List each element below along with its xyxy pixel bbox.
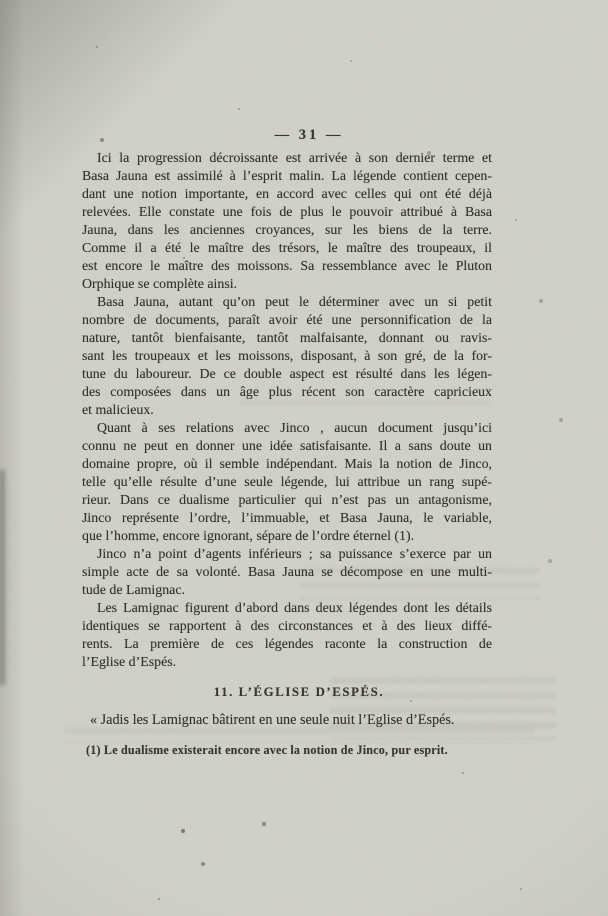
text-line: Jinco n’a point d’agents inférieurs ; sa puissance s’exerce par un xyxy=(97,547,492,562)
text-line: dant une notion importante, en accord avec celles qui ont été déjà xyxy=(82,187,492,202)
footnote: (1) Le dualisme existerait encore avec la notion de Jinco, pur esprit. xyxy=(86,743,448,757)
text-line: et malicieux. xyxy=(82,403,154,418)
paragraph xyxy=(82,600,492,672)
text-line: telle qu’elle résulte d’une seule légende, lui attribue un rang supé- xyxy=(82,475,492,490)
scan-edge-shadow xyxy=(0,470,7,685)
text-line: des composées dans un âge plus récent son caractère capricieux xyxy=(82,385,492,400)
text-line: Quant à ses relations avec Jinco , aucun document jusqu’ici xyxy=(97,421,492,436)
paper-specks xyxy=(0,0,2,2)
text-line: est encore le maître des moissons. Sa ressemblance avec le Pluton xyxy=(82,259,492,274)
quote-line: « Jadis les Lamignac bâtirent en une seule nuit l’Eglise d’Espés. xyxy=(90,712,455,728)
text-line: domaine propre, où il semble indépendant. Mais la notion de Jinco, xyxy=(82,457,492,472)
text-line: Ici la progression décroissante est arrivée à son dernier terme et xyxy=(97,151,492,166)
section-heading: 11. L’ÉGLISE D’ESPÉS. xyxy=(213,685,385,699)
paragraph xyxy=(82,294,492,420)
text-line: Jauna, dans les anciennes croyances, sur les biens de la terre. xyxy=(82,223,492,238)
text-line: connu ne peut en donner une idée satisfaisante. Il a sans doute un xyxy=(82,439,492,454)
text-line: Basa Jauna est assimilé à l’esprit malin. La légende contient cepen- xyxy=(82,169,492,184)
text-line: sant les troupeaux et les moissons, disposant, à son gré, de la for- xyxy=(82,349,492,364)
text-line: Comme il a été le maître des trésors, le maître des troupeaux, il xyxy=(82,241,492,256)
text-line: nombre de documents, paraît avoir été une personnification de la xyxy=(82,313,492,328)
text-line: tude de Lamignac. xyxy=(82,583,185,598)
text-line: Jinco représente l’ordre, l’immuable, et Basa Jauna, le variable, xyxy=(82,511,492,526)
text-line: relevées. Elle constate une fois de plus le pouvoir attribué à Basa xyxy=(82,205,492,220)
text-line: simple acte de sa volonté. Basa Jauna se décompose en une multi- xyxy=(82,565,492,580)
text-line: rieur. Dans ce dualisme particulier qui n’est pas un antagonisme, xyxy=(82,493,492,508)
page-number: — 31 — xyxy=(274,127,344,143)
page-text xyxy=(82,150,492,758)
paragraph xyxy=(82,546,492,600)
text-line: nature, tantôt bienfaisante, tantôt malfaisante, donnant ou ravis- xyxy=(82,331,492,346)
paragraph xyxy=(82,420,492,546)
text-line: que l’homme, encore ignorant, sépare de l’ordre éternel (1). xyxy=(82,529,415,544)
text-line: l’Eglise d’Espés. xyxy=(82,655,177,670)
text-line: rents. La première de ces légendes raconte la construction de xyxy=(82,637,492,652)
text-line: identiques se rapportent à des circonstances et à des lieux diffé- xyxy=(82,619,492,634)
paragraph xyxy=(82,150,492,294)
text-line: Orphique se complète ainsi. xyxy=(82,277,238,292)
text-line: Basa Jauna, autant qu’on peut le déterminer avec un si petit xyxy=(97,295,492,310)
text-line: Les Lamignac figurent d’abord dans deux légendes dont les détails xyxy=(97,601,492,616)
text-line: tune du laboureur. De ce double aspect est résulté dans les légen- xyxy=(82,367,492,382)
